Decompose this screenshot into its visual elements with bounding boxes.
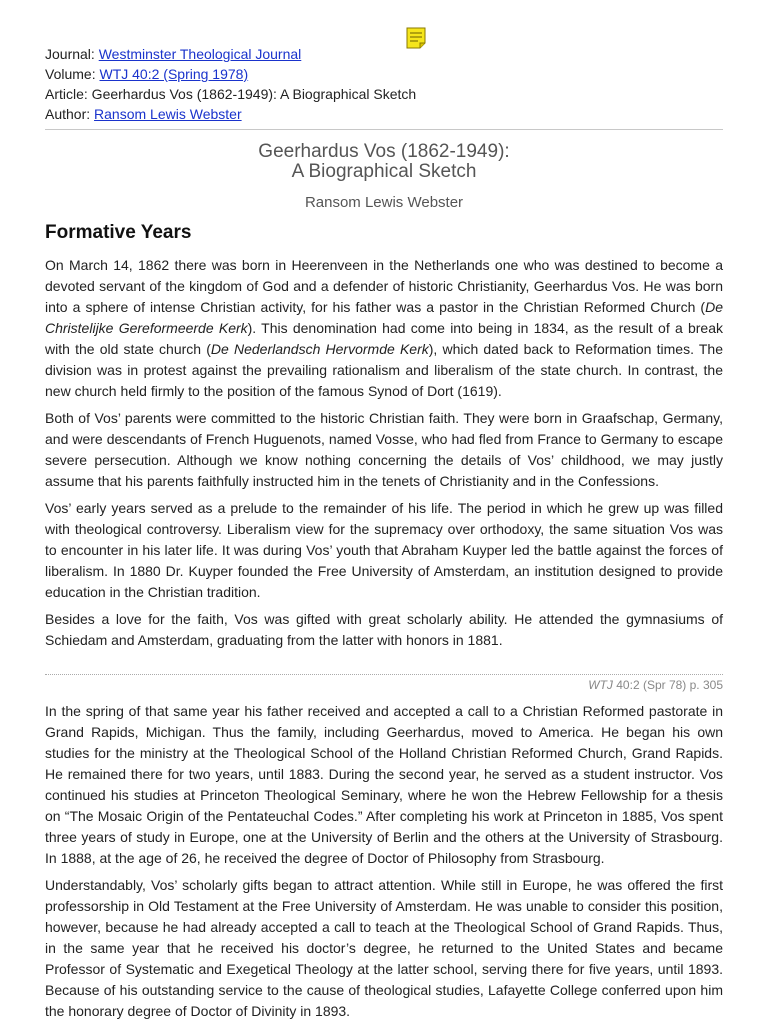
paragraph-text: On March 14, 1862 there was born in Heerenveen in the Netherlands one who was destined to become a devoted servant of the kingdom of God and a defender of historic Christianity, Geerhardus Vos. He was born into a sphere of intense Christian activity, for his father was a pastor in the Christian Reformed Church ( [45, 257, 723, 315]
article-byline: Ransom Lewis Webster [304, 194, 464, 211]
paragraph: Vos’ early years served as a prelude to the remainder of his life. The period in which he grew up was filled with theological controversy. Liberalism view for the supremacy over orthodoxy, the same situation Vos was to encounter in his later life. It was during Vos’ youth that Abraham Kuyper led the battle against the forces of liberalism. In 1880 Dr. Kuyper founded the Free University of Amsterdam, an institution designed to provide education in the Christian tradition. [45, 500, 723, 600]
paragraph: Besides a love for the faith, Vos was gifted with great scholarly ability. He attended the gymnasiums of Schiedam and Amsterdam, graduating from the latter with honors in 1881. [45, 611, 723, 648]
page-reference-journal: WTJ [588, 678, 613, 692]
volume-link[interactable]: WTJ 40:2 (Spring 1978) [99, 66, 249, 82]
paragraph: Both of Vos’ parents were committed to the historic Christian faith. They were born in Graafschap, Germany, and were descendants of French Huguenots, named Vosse, who had fled from France to Germany to escape severe persecution. Although we know nothing concerning the details of Vos’ childhood, we may justly assume that his parents faithfully instructed him in the tenets of Christianity and in the Confessions. [45, 410, 723, 489]
article-line: Article: Geerhardus Vos (1862-1949): A Biographical Sketch [45, 86, 417, 102]
page-reference [45, 678, 723, 692]
paragraph: In the spring of that same year his father received and accepted a call to a Christian Reformed pastorate in Grand Rapids, Michigan. Thus the family, including Geerhardus, moved to America. He began his own studies for the ministry at the Theological School of the Holland Christian Reformed Church, Grand Rapids. He remained there for two years, until 1883. During the second year, he served as a student instructor. Vos continued his studies at Princeton Theological Seminary, where he won the Hebrew Fellowship for a thesis on “The Mosaic Origin of the Pentateuchal Codes.” After completing his work at Princeton in 1885, Vos spent three years of study in Europe, one at the University of Berlin and the others at the University of Strasbourg. In 1888, at the age of 26, he received the degree of Doctor of Philosophy from Strasbourg. [45, 703, 723, 866]
page-reference-text: 40:2 (Spr 78) p. 305 [612, 678, 723, 692]
italic-term: De Nederlandsch Hervormde Kerk [210, 341, 429, 357]
journal-link[interactable]: Westminster Theological Journal [98, 46, 302, 62]
section-heading: Formative Years [45, 222, 192, 243]
author-link[interactable]: Ransom Lewis Webster [94, 106, 242, 122]
page-break-divider [45, 674, 723, 675]
journal-label: Journal: [45, 46, 99, 62]
body-text-page2 [45, 701, 723, 1028]
article-title-block [45, 142, 723, 211]
article-title-line1: Geerhardus Vos (1862-1949): [258, 141, 510, 162]
volume-label: Volume: [45, 66, 100, 82]
article-metadata [45, 44, 416, 124]
article-title-line2: A Biographical Sketch [291, 161, 477, 182]
italic-term: De Christelijke Gereformeerde Kerk [45, 299, 723, 336]
paragraph-text: ), which dated back to Reformation times. The division was in protest against the prevailing rationalism and liberalism of the state church. In contrast, the new church held firmly to the position of the famous Synod of Dort (1619). [45, 341, 723, 399]
author-label: Author: [45, 106, 95, 122]
paragraph-text: ). This denomination had come into being in 1834, as the result of a break with the old state church ( [45, 320, 723, 357]
paragraph [45, 255, 723, 402]
header-divider [45, 129, 723, 130]
journal-line [45, 44, 416, 64]
author-line [45, 104, 416, 124]
paragraph: Understandably, Vos’ scholarly gifts began to attract attention. While still in Europe, he was offered the first professorship in Old Testament at the Free University of Amsterdam. He was unable to consider this position, however, because he had already accepted a call to teach at the Theological School of Grand Rapids. Thus, in the same year that he received his doctor’s degree, he returned to the United States and became Professor of Systematic and Exegetical Theology at the latter school, serving there for five years, until 1893. Because of his outstanding service to the cause of theological studies, Lafayette College conferred upon him the honorary degree of Doctor of Divinity in 1893. [45, 877, 723, 1019]
volume-line [45, 64, 416, 84]
body-text-page1 [45, 255, 723, 657]
